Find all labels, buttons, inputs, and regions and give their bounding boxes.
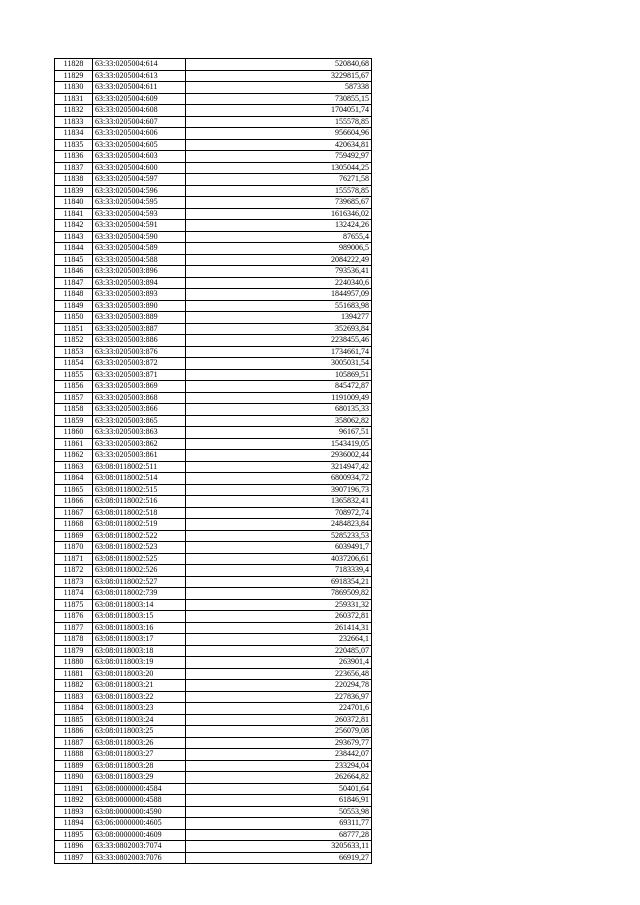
- data-sheet: [54, 58, 372, 864]
- table-row: [55, 93, 372, 105]
- table-row: [55, 162, 372, 174]
- row-number-cell: 11871: [55, 553, 93, 565]
- cadastral-number-cell: 63:08:0118002:514: [93, 473, 186, 485]
- table-row: [55, 496, 372, 508]
- table-row: [55, 634, 372, 646]
- table-row: [55, 450, 372, 462]
- value-cell: 845472,87: [186, 381, 372, 393]
- cadastral-number-cell: 63:33:0205004:588: [93, 254, 186, 266]
- table-row: [55, 783, 372, 795]
- value-cell: 61846,91: [186, 795, 372, 807]
- cadastral-number-cell: 63:08:0118002:525: [93, 553, 186, 565]
- row-number-cell: 11843: [55, 231, 93, 243]
- table-row: [55, 277, 372, 289]
- cadastral-number-cell: 63:08:0118002:519: [93, 519, 186, 531]
- cadastral-number-cell: 63:33:0205003:865: [93, 415, 186, 427]
- row-number-cell: 11854: [55, 358, 93, 370]
- row-number-cell: 11897: [55, 852, 93, 864]
- value-cell: 132424,26: [186, 220, 372, 232]
- row-number-cell: 11848: [55, 289, 93, 301]
- table-row: [55, 576, 372, 588]
- cadastral-number-cell: 63:33:0205003:876: [93, 346, 186, 358]
- table-row: [55, 139, 372, 151]
- row-number-cell: 11842: [55, 220, 93, 232]
- value-cell: 263901,4: [186, 657, 372, 669]
- value-cell: 730855,15: [186, 93, 372, 105]
- value-cell: 2484823,84: [186, 519, 372, 531]
- table-row: [55, 645, 372, 657]
- row-number-cell: 11860: [55, 427, 93, 439]
- cadastral-number-cell: 63:33:0205003:887: [93, 323, 186, 335]
- row-number-cell: 11840: [55, 197, 93, 209]
- value-cell: 293679,77: [186, 737, 372, 749]
- table-row: [55, 622, 372, 634]
- table-row: [55, 266, 372, 278]
- cadastral-number-cell: 63:33:0205004:596: [93, 185, 186, 197]
- table-row: [55, 392, 372, 404]
- value-cell: 6918354,21: [186, 576, 372, 588]
- cadastral-number-cell: 63:33:0205004:603: [93, 151, 186, 163]
- table-row: [55, 185, 372, 197]
- value-cell: 2238455,46: [186, 335, 372, 347]
- cadastral-number-cell: 63:33:0205004:614: [93, 59, 186, 71]
- value-cell: 708972,74: [186, 507, 372, 519]
- cadastral-number-cell: 63:33:0205003:894: [93, 277, 186, 289]
- value-cell: 520840,68: [186, 59, 372, 71]
- cadastral-number-cell: 63:08:0118003:28: [93, 760, 186, 772]
- table-row: [55, 358, 372, 370]
- value-cell: 1734661,74: [186, 346, 372, 358]
- row-number-cell: 11886: [55, 726, 93, 738]
- row-number-cell: 11877: [55, 622, 93, 634]
- row-number-cell: 11856: [55, 381, 93, 393]
- value-cell: 3907196,73: [186, 484, 372, 496]
- row-number-cell: 11834: [55, 128, 93, 140]
- cadastral-number-cell: 63:33:0205003:893: [93, 289, 186, 301]
- row-number-cell: 11833: [55, 116, 93, 128]
- value-cell: 3214947,42: [186, 461, 372, 473]
- cadastral-number-cell: 63:08:0118003:29: [93, 772, 186, 784]
- value-cell: 5285233,53: [186, 530, 372, 542]
- cadastral-number-cell: 63:08:0118003:20: [93, 668, 186, 680]
- value-cell: 69311,77: [186, 818, 372, 830]
- cadastral-number-cell: 63:08:0118002:516: [93, 496, 186, 508]
- cadastral-number-cell: 63:08:0118003:19: [93, 657, 186, 669]
- row-number-cell: 11875: [55, 599, 93, 611]
- value-cell: 1365832,41: [186, 496, 372, 508]
- table-row: [55, 438, 372, 450]
- row-number-cell: 11869: [55, 530, 93, 542]
- cadastral-number-cell: 63:08:0118003:22: [93, 691, 186, 703]
- table-row: [55, 680, 372, 692]
- value-cell: 6039491,7: [186, 542, 372, 554]
- value-cell: 87655,4: [186, 231, 372, 243]
- table-row: [55, 737, 372, 749]
- cadastral-number-cell: 63:33:0205003:868: [93, 392, 186, 404]
- table-row: [55, 749, 372, 761]
- row-number-cell: 11895: [55, 829, 93, 841]
- table-row: [55, 82, 372, 94]
- table-row: [55, 714, 372, 726]
- row-number-cell: 11876: [55, 611, 93, 623]
- cadastral-number-cell: 63:33:0205004:593: [93, 208, 186, 220]
- cadastral-number-cell: 63:33:0205004:608: [93, 105, 186, 117]
- table-row: [55, 381, 372, 393]
- table-row: [55, 565, 372, 577]
- value-cell: 1543419,05: [186, 438, 372, 450]
- value-cell: 2936002,44: [186, 450, 372, 462]
- cadastral-number-cell: 63:08:0118003:15: [93, 611, 186, 623]
- row-number-cell: 11889: [55, 760, 93, 772]
- value-cell: 256079,08: [186, 726, 372, 738]
- cadastral-number-cell: 63:08:0118003:21: [93, 680, 186, 692]
- cadastral-number-cell: 63:33:0205004:595: [93, 197, 186, 209]
- value-cell: 232664,1: [186, 634, 372, 646]
- table-row: [55, 208, 372, 220]
- value-cell: 7869509,82: [186, 588, 372, 600]
- value-cell: 1704051,74: [186, 105, 372, 117]
- row-number-cell: 11838: [55, 174, 93, 186]
- cadastral-number-cell: 63:33:0205004:611: [93, 82, 186, 94]
- table-row: [55, 852, 372, 864]
- table-row: [55, 691, 372, 703]
- table-row: [55, 588, 372, 600]
- value-cell: 50401,64: [186, 783, 372, 795]
- cadastral-number-cell: 63:08:0118002:527: [93, 576, 186, 588]
- cadastral-number-cell: 63:33:0205003:890: [93, 300, 186, 312]
- row-number-cell: 11839: [55, 185, 93, 197]
- value-cell: 1305044,25: [186, 162, 372, 174]
- table-row: [55, 507, 372, 519]
- row-number-cell: 11896: [55, 841, 93, 853]
- row-number-cell: 11881: [55, 668, 93, 680]
- row-number-cell: 11853: [55, 346, 93, 358]
- cadastral-number-cell: 63:08:0118002:515: [93, 484, 186, 496]
- row-number-cell: 11883: [55, 691, 93, 703]
- row-number-cell: 11857: [55, 392, 93, 404]
- value-cell: 7183339,4: [186, 565, 372, 577]
- row-number-cell: 11832: [55, 105, 93, 117]
- table-row: [55, 530, 372, 542]
- table-row: [55, 473, 372, 485]
- table-row: [55, 197, 372, 209]
- table-row: [55, 220, 372, 232]
- value-cell: 76271,58: [186, 174, 372, 186]
- table-row: [55, 611, 372, 623]
- table-row: [55, 519, 372, 531]
- row-number-cell: 11866: [55, 496, 93, 508]
- cadastral-number-cell: 63:08:0118003:16: [93, 622, 186, 634]
- value-cell: 4037206,61: [186, 553, 372, 565]
- value-cell: 680135,33: [186, 404, 372, 416]
- cadastral-number-cell: 63:06:0000000:4605: [93, 818, 186, 830]
- value-cell: 2240340,6: [186, 277, 372, 289]
- table-row: [55, 795, 372, 807]
- row-number-cell: 11828: [55, 59, 93, 71]
- value-cell: 155578,85: [186, 185, 372, 197]
- value-cell: 96167,51: [186, 427, 372, 439]
- row-number-cell: 11837: [55, 162, 93, 174]
- cadastral-number-cell: 63:08:0118003:24: [93, 714, 186, 726]
- value-cell: 50553,98: [186, 806, 372, 818]
- table-row: [55, 335, 372, 347]
- cadastral-number-cell: 63:08:0000000:4588: [93, 795, 186, 807]
- table-row: [55, 59, 372, 71]
- value-cell: 1191009,49: [186, 392, 372, 404]
- table-row: [55, 806, 372, 818]
- value-cell: 352693,84: [186, 323, 372, 335]
- row-number-cell: 11835: [55, 139, 93, 151]
- cadastral-number-cell: 63:33:0205004:597: [93, 174, 186, 186]
- table-row: [55, 369, 372, 381]
- cadastral-number-cell: 63:08:0118002:739: [93, 588, 186, 600]
- table-row: [55, 151, 372, 163]
- table-row: [55, 289, 372, 301]
- cadastral-number-cell: 63:08:0118003:25: [93, 726, 186, 738]
- cadastral-number-cell: 63:33:0205003:872: [93, 358, 186, 370]
- cadastral-number-cell: 63:33:0802003:7076: [93, 852, 186, 864]
- table-row: [55, 404, 372, 416]
- value-cell: 220485,07: [186, 645, 372, 657]
- row-number-cell: 11890: [55, 772, 93, 784]
- row-number-cell: 11867: [55, 507, 93, 519]
- row-number-cell: 11893: [55, 806, 93, 818]
- row-number-cell: 11862: [55, 450, 93, 462]
- table-row: [55, 254, 372, 266]
- cadastral-number-cell: 63:08:0118002:518: [93, 507, 186, 519]
- row-number-cell: 11870: [55, 542, 93, 554]
- cadastral-number-cell: 63:08:0118003:27: [93, 749, 186, 761]
- cadastral-number-cell: 63:08:0118002:526: [93, 565, 186, 577]
- table-row: [55, 772, 372, 784]
- cadastral-number-cell: 63:33:0205004:607: [93, 116, 186, 128]
- cadastral-number-cell: 63:33:0205004:600: [93, 162, 186, 174]
- value-cell: 1844957,09: [186, 289, 372, 301]
- value-cell: 1616346,02: [186, 208, 372, 220]
- value-cell: 259331,32: [186, 599, 372, 611]
- value-cell: 105869,51: [186, 369, 372, 381]
- table-row: [55, 231, 372, 243]
- cadastral-number-cell: 63:08:0118002:511: [93, 461, 186, 473]
- row-number-cell: 11858: [55, 404, 93, 416]
- value-cell: 6800934,72: [186, 473, 372, 485]
- row-number-cell: 11841: [55, 208, 93, 220]
- row-number-cell: 11844: [55, 243, 93, 255]
- value-cell: 220294,78: [186, 680, 372, 692]
- cadastral-number-cell: 63:08:0118003:17: [93, 634, 186, 646]
- row-number-cell: 11855: [55, 369, 93, 381]
- value-cell: 233294,04: [186, 760, 372, 772]
- value-cell: 420634,81: [186, 139, 372, 151]
- value-cell: 551683,98: [186, 300, 372, 312]
- row-number-cell: 11864: [55, 473, 93, 485]
- row-number-cell: 11879: [55, 645, 93, 657]
- table-row: [55, 657, 372, 669]
- cadastral-number-cell: 63:08:0118003:23: [93, 703, 186, 715]
- value-cell: 956604,96: [186, 128, 372, 140]
- cadastral-number-cell: 63:33:0205004:590: [93, 231, 186, 243]
- cadastral-number-cell: 63:08:0000000:4590: [93, 806, 186, 818]
- table-row: [55, 668, 372, 680]
- row-number-cell: 11859: [55, 415, 93, 427]
- table-body: [55, 59, 372, 864]
- cadastral-number-cell: 63:08:0000000:4609: [93, 829, 186, 841]
- cadastral-number-cell: 63:08:0000000:4584: [93, 783, 186, 795]
- table-row: [55, 829, 372, 841]
- row-number-cell: 11872: [55, 565, 93, 577]
- value-cell: 224701,6: [186, 703, 372, 715]
- value-cell: 2084222,49: [186, 254, 372, 266]
- row-number-cell: 11868: [55, 519, 93, 531]
- cadastral-value-table: [54, 58, 372, 864]
- row-number-cell: 11829: [55, 70, 93, 82]
- table-row: [55, 484, 372, 496]
- row-number-cell: 11891: [55, 783, 93, 795]
- row-number-cell: 11892: [55, 795, 93, 807]
- table-row: [55, 116, 372, 128]
- value-cell: 261414,31: [186, 622, 372, 634]
- value-cell: 68777,28: [186, 829, 372, 841]
- cadastral-number-cell: 63:33:0205003:871: [93, 369, 186, 381]
- table-row: [55, 760, 372, 772]
- cadastral-number-cell: 63:33:0205003:896: [93, 266, 186, 278]
- value-cell: 155578,85: [186, 116, 372, 128]
- row-number-cell: 11885: [55, 714, 93, 726]
- table-row: [55, 599, 372, 611]
- row-number-cell: 11887: [55, 737, 93, 749]
- table-row: [55, 105, 372, 117]
- row-number-cell: 11882: [55, 680, 93, 692]
- row-number-cell: 11888: [55, 749, 93, 761]
- cadastral-number-cell: 63:33:0205003:863: [93, 427, 186, 439]
- cadastral-number-cell: 63:08:0118003:26: [93, 737, 186, 749]
- value-cell: 739685,67: [186, 197, 372, 209]
- row-number-cell: 11873: [55, 576, 93, 588]
- value-cell: 262664,82: [186, 772, 372, 784]
- cadastral-number-cell: 63:08:0118003:18: [93, 645, 186, 657]
- table-row: [55, 243, 372, 255]
- row-number-cell: 11880: [55, 657, 93, 669]
- value-cell: 66919,27: [186, 852, 372, 864]
- row-number-cell: 11831: [55, 93, 93, 105]
- value-cell: 358062,82: [186, 415, 372, 427]
- row-number-cell: 11861: [55, 438, 93, 450]
- value-cell: 759492,97: [186, 151, 372, 163]
- row-number-cell: 11878: [55, 634, 93, 646]
- row-number-cell: 11846: [55, 266, 93, 278]
- cadastral-number-cell: 63:33:0205003:886: [93, 335, 186, 347]
- table-row: [55, 461, 372, 473]
- table-row: [55, 70, 372, 82]
- cadastral-number-cell: 63:33:0205004:589: [93, 243, 186, 255]
- row-number-cell: 11863: [55, 461, 93, 473]
- cadastral-number-cell: 63:33:0205004:606: [93, 128, 186, 140]
- cadastral-number-cell: 63:08:0118002:523: [93, 542, 186, 554]
- cadastral-number-cell: 63:33:0205003:862: [93, 438, 186, 450]
- value-cell: 1394277: [186, 312, 372, 324]
- value-cell: 260372,81: [186, 714, 372, 726]
- cadastral-number-cell: 63:33:0205004:609: [93, 93, 186, 105]
- row-number-cell: 11850: [55, 312, 93, 324]
- table-row: [55, 818, 372, 830]
- table-row: [55, 542, 372, 554]
- cadastral-number-cell: 63:33:0205003:861: [93, 450, 186, 462]
- value-cell: 223656,48: [186, 668, 372, 680]
- table-row: [55, 174, 372, 186]
- value-cell: 587338: [186, 82, 372, 94]
- row-number-cell: 11851: [55, 323, 93, 335]
- cadastral-number-cell: 63:33:0205003:869: [93, 381, 186, 393]
- cadastral-number-cell: 63:08:0118002:522: [93, 530, 186, 542]
- row-number-cell: 11836: [55, 151, 93, 163]
- table-row: [55, 726, 372, 738]
- table-row: [55, 841, 372, 853]
- value-cell: 3205633,11: [186, 841, 372, 853]
- table-row: [55, 553, 372, 565]
- table-row: [55, 128, 372, 140]
- table-row: [55, 427, 372, 439]
- value-cell: 3005031,54: [186, 358, 372, 370]
- row-number-cell: 11830: [55, 82, 93, 94]
- table-row: [55, 300, 372, 312]
- table-row: [55, 415, 372, 427]
- row-number-cell: 11852: [55, 335, 93, 347]
- row-number-cell: 11884: [55, 703, 93, 715]
- value-cell: 793536,41: [186, 266, 372, 278]
- row-number-cell: 11894: [55, 818, 93, 830]
- value-cell: 3229815,67: [186, 70, 372, 82]
- cadastral-number-cell: 63:33:0205004:591: [93, 220, 186, 232]
- value-cell: 238442,07: [186, 749, 372, 761]
- row-number-cell: 11865: [55, 484, 93, 496]
- row-number-cell: 11847: [55, 277, 93, 289]
- table-row: [55, 703, 372, 715]
- row-number-cell: 11849: [55, 300, 93, 312]
- cadastral-number-cell: 63:33:0802003:7074: [93, 841, 186, 853]
- table-row: [55, 323, 372, 335]
- row-number-cell: 11845: [55, 254, 93, 266]
- value-cell: 227836,97: [186, 691, 372, 703]
- value-cell: 989006,5: [186, 243, 372, 255]
- table-row: [55, 312, 372, 324]
- value-cell: 260372,81: [186, 611, 372, 623]
- cadastral-number-cell: 63:08:0118003:14: [93, 599, 186, 611]
- cadastral-number-cell: 63:33:0205004:613: [93, 70, 186, 82]
- table-row: [55, 346, 372, 358]
- cadastral-number-cell: 63:33:0205003:866: [93, 404, 186, 416]
- cadastral-number-cell: 63:33:0205004:605: [93, 139, 186, 151]
- row-number-cell: 11874: [55, 588, 93, 600]
- cadastral-number-cell: 63:33:0205003:889: [93, 312, 186, 324]
